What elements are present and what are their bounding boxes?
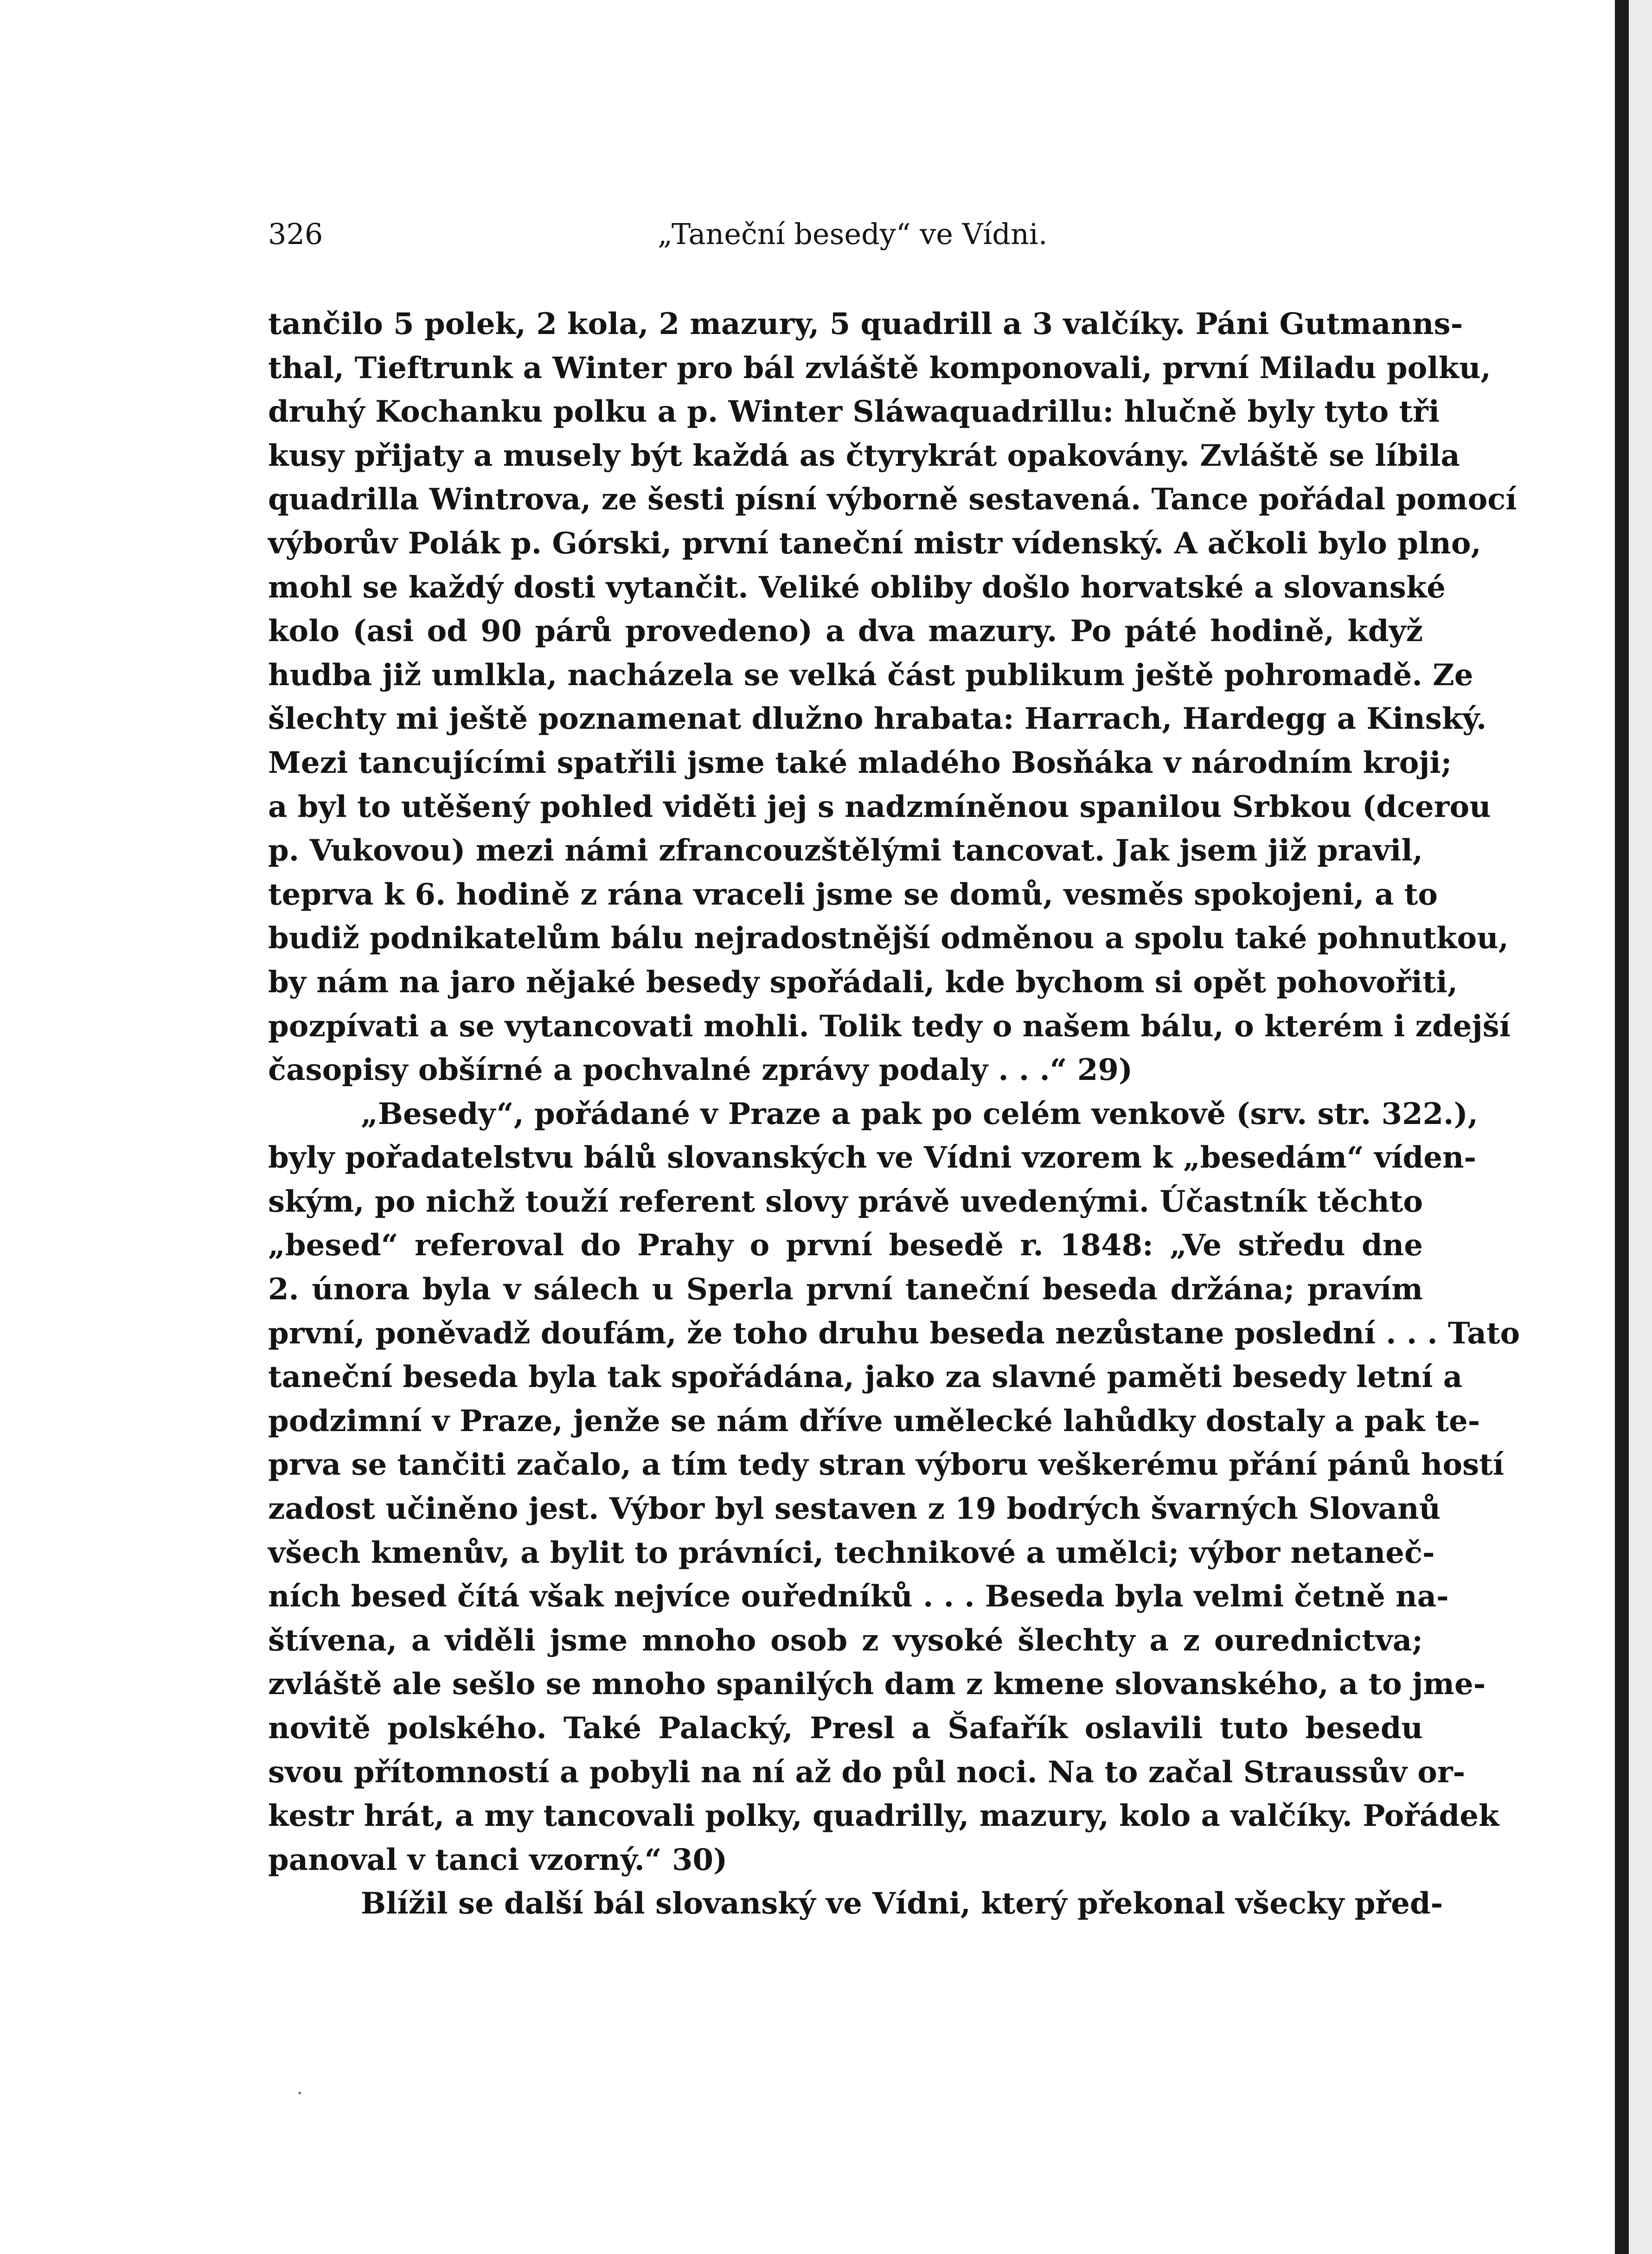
text-line: zvláště ale sešlo se mnoho spanilých dam z kmene slovanského, a to jme-: [268, 1667, 1486, 1702]
page-edge-border: [1615, 0, 1629, 2254]
text-line: ským, po nichž touží referent slovy právě uvedenými. Účastník těchto: [268, 1184, 1423, 1219]
text-line: byly pořadatelstvu bálů slovanských ve Vídni vzorem k „besedám“ víden-: [268, 1140, 1477, 1175]
print-speck: ·: [297, 2083, 303, 2104]
text-line: zadost učiněno jest. Výbor byl sestaven z 19 bodrých švarných Slovanů: [268, 1491, 1441, 1527]
text-line-paragraph-start: Blížil se další bál slovanský ve Vídni, který překonal všecky před-: [361, 1886, 1443, 1921]
text-line: teprva k 6. hodině z rána vraceli jsme se domů, vesměs spokojeni, a to: [268, 877, 1438, 912]
text-line: štívena, a viděli jsme mnoho osob z vysoké šlechty a z ourednictva;: [268, 1623, 1423, 1658]
text-line: taneční beseda byla tak spořádána, jako za slavné paměti besedy letní a: [268, 1360, 1463, 1395]
body-text: [268, 302, 1520, 1926]
text-line: pozpívati a se vytancovati mohli. Tolik tedy o našem bálu, o kterém i zdejší: [268, 1008, 1511, 1044]
text-line: podzimní v Praze, jenže se nám dříve umělecké lahůdky dostaly a pak te-: [268, 1403, 1480, 1438]
text-line: by nám na jaro nějaké besedy spořádali, kde bychom si opět pohovořiti,: [268, 964, 1458, 1000]
text-line: kusy přijaty a musely být každá as čtyrykrát opakovány. Zvláště se líbila: [268, 438, 1460, 473]
text-line: a byl to utěšený pohled viděti jej s nadzmíněnou spanilou Srbkou (dcerou: [268, 789, 1491, 824]
text-line: tančilo 5 polek, 2 kola, 2 mazury, 5 quadrill a 3 valčíky. Páni Gutmanns-: [268, 307, 1463, 341]
text-line: Mezi tancujícími spatřili jsme také mladého Bosňáka v národním kroji;: [268, 745, 1452, 780]
text-line: svou přítomností a pobyli na ní až do půl noci. Na to začal Straussův or-: [268, 1754, 1466, 1790]
text-line: hudba již umlkla, nacházela se velká část publikum ještě pohromadě. Ze: [268, 657, 1473, 693]
running-head: [268, 217, 1502, 259]
text-line: prva se tančiti začalo, a tím tedy stran výboru veškerému přání pánů hostí: [268, 1447, 1505, 1483]
text-line: kolo (asi od 90 párů provedeno) a dva mazury. Po páté hodině, když: [268, 614, 1423, 649]
text-line: všech kmenův, a bylit to právníci, technikové a umělci; výbor netaneč-: [268, 1535, 1435, 1570]
text-line: mohl se každý dosti vytančit. Veliké obliby došlo horvatské a slovanské: [268, 570, 1446, 605]
text-line: první, poněvadž doufám, že toho druhu beseda nezůstane poslední . . . Tato: [268, 1316, 1520, 1351]
text-line: 2. února byla v sálech u Sperla první taneční beseda držána; pravím: [268, 1272, 1423, 1307]
text-line: „besed“ referoval do Prahy o první besedě r. 1848: „Ve středu dne: [268, 1228, 1423, 1263]
text-line: druhý Kochanku polku a p. Winter Sláwaquadrillu: hlučně byly tyto tři: [268, 394, 1440, 430]
text-line: kestr hrát, a my tancovali polky, quadrilly, mazury, kolo a valčíky. Pořádek: [268, 1798, 1499, 1834]
text-line: výborův Polák p. Górski, první taneční mistr vídenský. A ačkoli bylo plno,: [268, 526, 1481, 561]
chapter-title: „Taneční besedy“ ve Vídni.: [658, 217, 1048, 251]
page-number: 326: [268, 217, 323, 251]
text-line: ních besed čítá však nejvíce ouředníků . . . Beseda byla velmi četně na-: [268, 1579, 1449, 1614]
text-line: novitě polského. Také Palacký, Presl a Šafařík oslavili tuto besedu: [268, 1711, 1423, 1746]
text-line: thal, Tieftrunk a Winter pro bál zvláště komponovali, první Miladu polku,: [268, 350, 1491, 385]
text-line: šlechty mi ještě poznamenat dlužno hrabata: Harrach, Hardegg a Kinský.: [268, 701, 1487, 737]
text-line-paragraph-end: panoval v tanci vzorný.“ 30): [268, 1842, 728, 1877]
text-line-paragraph-end: časopisy obšírné a pochvalné zprávy podaly . . .“ 29): [268, 1053, 1133, 1088]
text-line-paragraph-start: „Besedy“, pořádané v Praze a pak po celém venkově (srv. str. 322.),: [361, 1096, 1478, 1131]
text-line: budiž podnikatelům bálu nejradostnější odměnou a spolu také pohnutkou,: [268, 921, 1509, 956]
text-line: p. Vukovou) mezi námi zfrancouzštělými tancovat. Jak jsem již pravil,: [268, 833, 1423, 868]
text-line: quadrilla Wintrova, ze šesti písní výborně sestavená. Tance pořádal pomocí: [268, 482, 1517, 517]
page-edge-shadow: [1629, 0, 1652, 2254]
